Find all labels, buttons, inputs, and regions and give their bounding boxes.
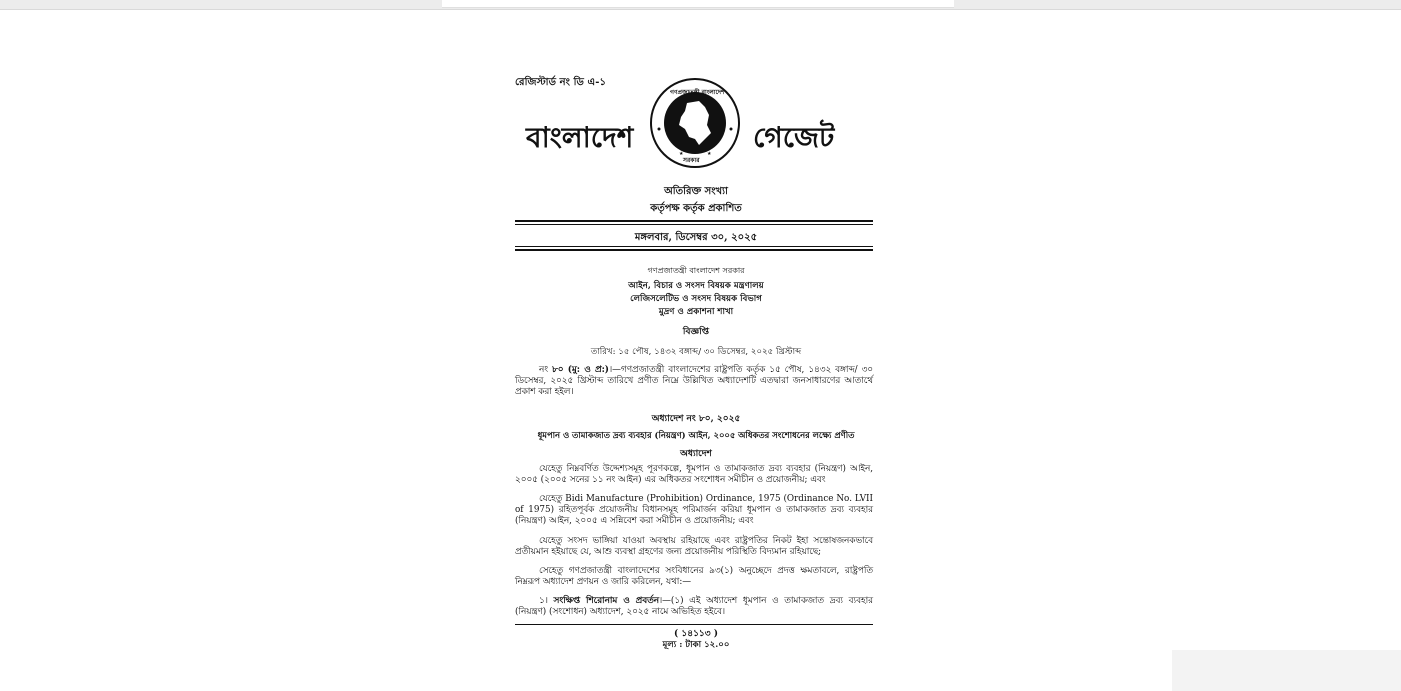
masthead-left: বাংলাদেশ bbox=[526, 121, 634, 154]
header-rule-thin bbox=[515, 224, 873, 225]
section-number: ১। bbox=[539, 596, 548, 606]
price-line: মূল্য : টাকা ১২.০০ bbox=[662, 640, 730, 650]
notice-title: বিজ্ঞপ্তি bbox=[682, 327, 710, 337]
date-rule-thick bbox=[515, 249, 873, 251]
footer-rule bbox=[515, 624, 873, 625]
svg-text:★: ★ bbox=[707, 151, 712, 157]
section-heading: সংক্ষিপ্ত শিরোনাম ও প্রবর্তন bbox=[553, 596, 659, 606]
preamble-paragraph-2: যেহেতু Bidi Manufacture (Prohibition) Ordinance, 1975 (Ordinance No. LVII of 1975) রহিতপূর্বক প্রয়োজনীয় বিধানসমূহ পরিমার্জন করিয়া ধূমপান ও তামাকজাত দ্রব্য ব্যবহার (নিয়ন্ত্রণ) আইন, ২০০৫ এ সন্নিবেশ করা সমীচীন ও প্রয়োজনীয়; এবং bbox=[515, 494, 873, 527]
branch-name: মুদ্রণ ও প্রকাশনা শাখা bbox=[658, 307, 734, 317]
ministry-name: আইন, বিচার ও সংসদ বিষয়ক মন্ত্রণালয় bbox=[628, 281, 764, 291]
seal-bottom-text: সরকার bbox=[683, 157, 700, 164]
preamble-paragraph-3: যেহেতু সংসদ ভাঙ্গিয়া যাওয়া অবস্থায় রহিয়াছে এবং রাষ্ট্রপতির নিকট ইহা সন্তোষজনকভাবে প্রতীয়মান হইয়াছে যে, আশু ব্যবস্থা গ্রহণের জন্য প্রয়োজনীয় পরিস্থিতি বিদ্যমান রহিয়াছে; bbox=[515, 536, 873, 558]
active-tab-strip[interactable] bbox=[442, 0, 954, 8]
browser-top-bar bbox=[0, 0, 1401, 10]
ordinance-heading: অধ্যাদেশ bbox=[680, 449, 712, 459]
masthead-right: গেজেট bbox=[753, 121, 835, 154]
page-number: ( ১৪১১৩ ) bbox=[674, 629, 718, 639]
viewer-corner-panel bbox=[1172, 650, 1401, 691]
svg-text:★: ★ bbox=[679, 151, 684, 157]
seal-top-text: গণপ্রজাতন্ত্রী বাংলাদেশ bbox=[670, 89, 725, 96]
section-1-paragraph bbox=[515, 596, 873, 618]
notice-text: ।—গণপ্রজাতন্ত্রী বাংলাদেশের রাষ্ট্রপতি কর্তৃক ১৫ পৌষ, ১৪৩২ বঙ্গাব্দ/ ৩০ ডিসেম্বর, ২০২৫ খ্রিস্টাব্দ তারিখে প্রণীত নিম্নে উল্লিখিত অধ্যাদেশটি এতদ্বারা জনসাধারণের আতার্থে প্রকাশ করা হইল। bbox=[515, 365, 874, 398]
notice-number: ৮০ (মু: ও প্র:) bbox=[552, 365, 609, 375]
notice-paragraph bbox=[515, 365, 873, 399]
ordinance-title: ধূমপান ও তামাকজাত দ্রব্য ব্যবহার (নিয়ন্ত্রণ) আইন, ২০০৫ অধিকতর সংশোধনের লক্ষ্যে প্রণীত bbox=[537, 430, 855, 440]
notice-date: তারিখ: ১৫ পৌষ, ১৪৩২ বঙ্গাব্দ/ ৩০ ডিসেম্বর, ২০২৫ খ্রিস্টাব্দ bbox=[590, 347, 802, 357]
notice-number-prefix: নং bbox=[539, 365, 549, 375]
issue-type: অতিরিক্ত সংখ্যা bbox=[664, 186, 728, 197]
gazette-page bbox=[510, 60, 882, 660]
header-rule-thick bbox=[515, 220, 873, 222]
preamble-paragraph-1: যেহেতু নিম্নবর্ণিত উদ্দেশ্যসমূহ পূরণকল্পে, ধূমপান ও তামাকজাত দ্রব্য ব্যবহার (নিয়ন্ত্রণ) আইন, ২০০৫ (২০০৫ সনের ১১ নং আইন) এর অধিকতর সংশোধন সমীচীন ও প্রয়োজনীয়; এবং bbox=[515, 464, 873, 486]
issue-date: মঙ্গলবার, ডিসেম্বর ৩০, ২০২৫ bbox=[634, 232, 758, 243]
division-name: লেজিসলেটিভ ও সংসদ বিষয়ক বিভাগ bbox=[630, 294, 762, 304]
publisher-line: কর্তৃপক্ষ কর্তৃক প্রকাশিত bbox=[650, 203, 742, 214]
ordinance-number: অধ্যাদেশ নং ৮০, ২০২৫ bbox=[651, 414, 741, 424]
date-rule-thin bbox=[515, 246, 873, 247]
government-name: গণপ্রজাতন্ত্রী বাংলাদেশ সরকার bbox=[647, 266, 745, 275]
registration-number: রেজিস্টার্ড নং ডি এ-১ bbox=[515, 77, 607, 88]
preamble-paragraph-4: সেহেতু গণপ্রজাতন্ত্রী বাংলাদেশের সংবিধানের ৯৩(১) অনুচ্ছেদে প্রদত্ত ক্ষমতাবলে, রাষ্ট্রপতি নিম্নরূপ অধ্যাদেশ প্রণয়ন ও জারি করিলেন, যথা:— bbox=[515, 566, 873, 588]
section-text: ।—(১) এই অধ্যাদেশ ধূমপান ও তামাকজাত দ্রব্য ব্যবহার (নিয়ন্ত্রণ) (সংশোধন) অধ্যাদেশ, ২০২৫ নামে অভিহিত হইবে। bbox=[515, 596, 874, 618]
